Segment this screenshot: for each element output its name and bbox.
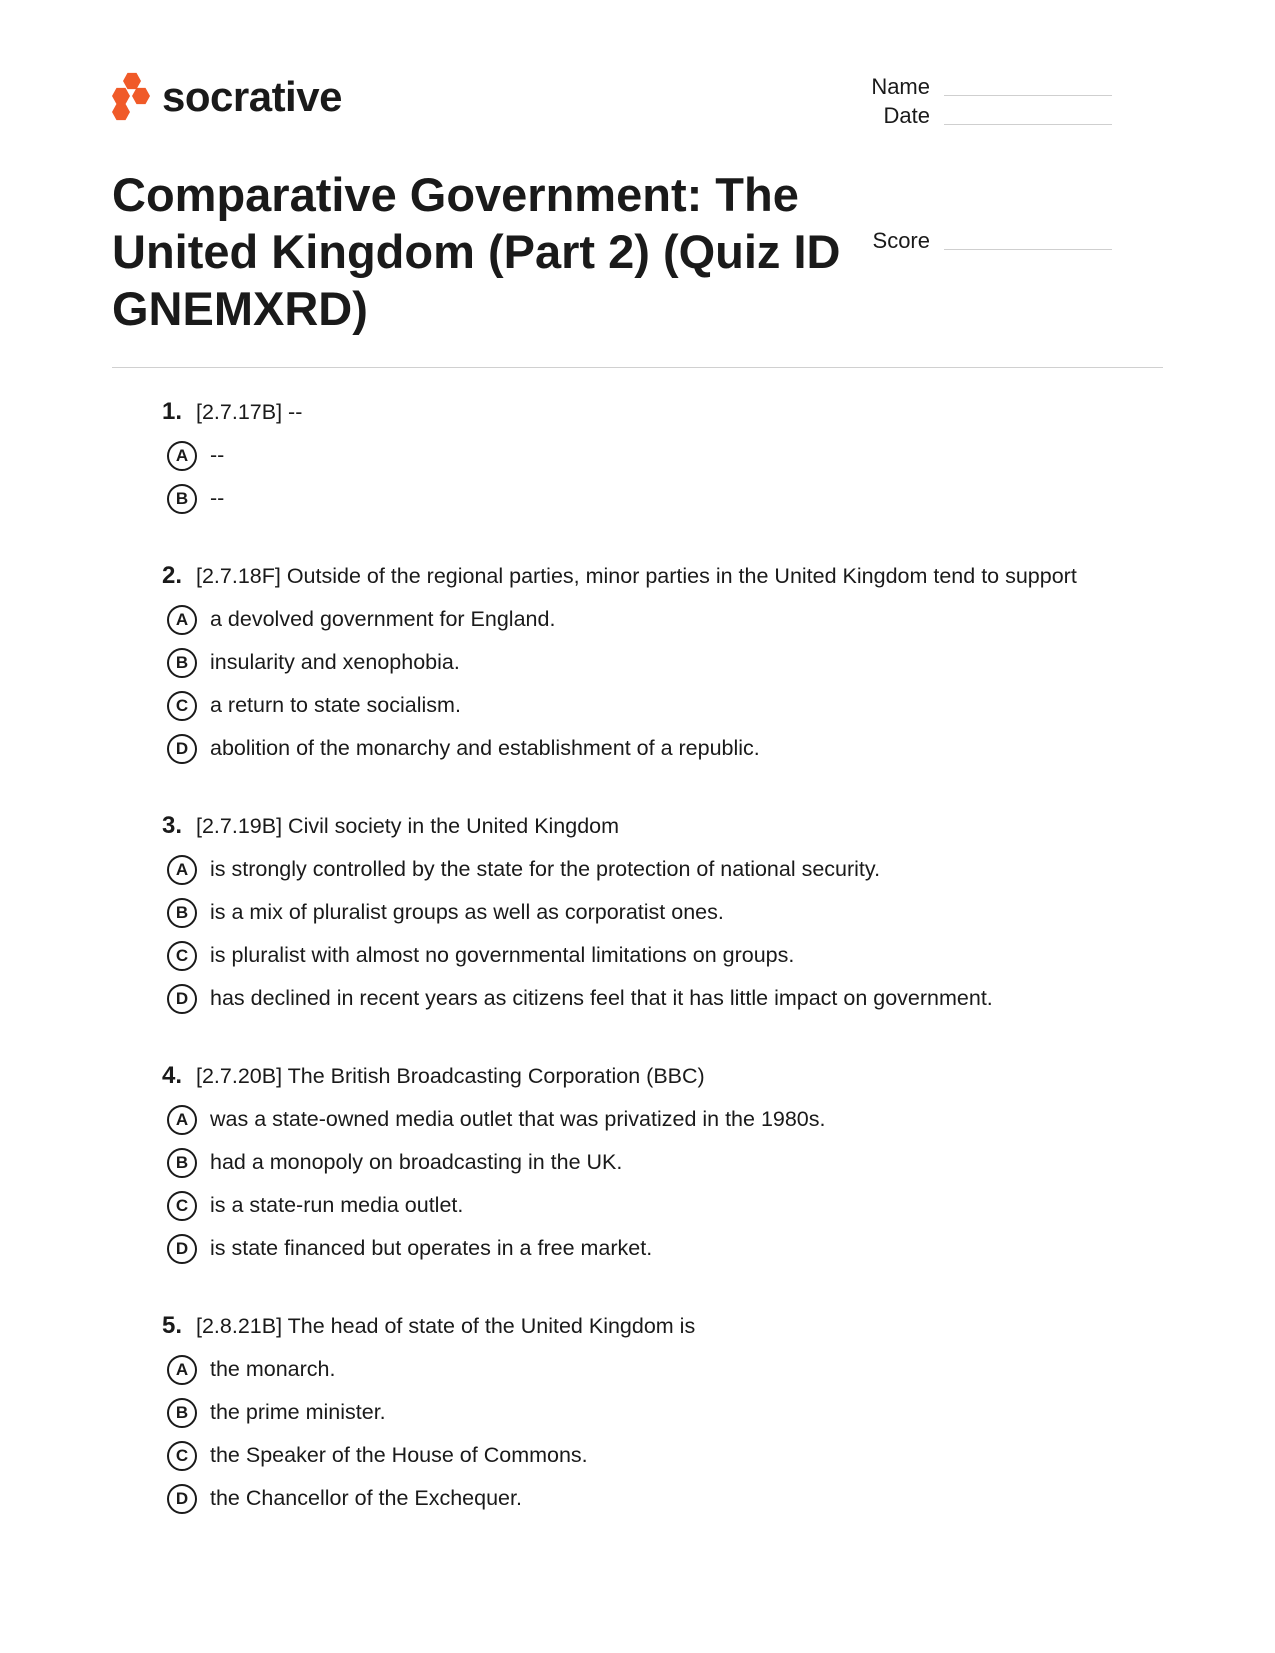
answer-choice[interactable] [167,1227,1163,1270]
answer-choice[interactable] [167,1477,1163,1520]
date-label: Date [883,103,930,128]
choice-letter-circle[interactable]: D [167,734,197,764]
question-text: [2.8.21B] The head of state of the United Kingdom is [196,1314,696,1338]
question-header [112,812,1163,848]
answer-choice[interactable] [167,598,1163,641]
question-text: [2.7.18F] Outside of the regional parties, minor parties in the United Kingdom tend to support [196,564,1077,588]
question-number: 1. [161,398,182,425]
choice-letter-circle[interactable]: C [167,1191,197,1221]
choice-text: is state financed but operates in a free market. [210,1236,653,1260]
choice-letter-circle[interactable]: A [167,855,197,885]
question-header [112,1062,1163,1098]
question-number: 4. [161,1062,182,1089]
choice-text: the prime minister. [210,1400,386,1424]
date-field [830,103,1112,129]
choice-letter-circle[interactable]: B [167,898,197,928]
choice-text: is a state-run media outlet. [210,1193,464,1217]
score-label: Score [872,228,930,253]
choice-letter-circle[interactable]: D [167,1234,197,1264]
choice-text: is pluralist with almost no governmental limitations on groups. [210,943,795,967]
answer-choice[interactable] [167,848,1163,891]
answer-choice[interactable] [167,434,1163,477]
choice-letter-circle[interactable]: B [167,648,197,678]
name-label: Name [871,74,930,99]
choice-text: is a mix of pluralist groups as well as corporatist ones. [210,900,724,924]
question-number: 2. [161,562,182,589]
choice-text: is strongly controlled by the state for the protection of national security. [210,857,881,881]
choice-letter-circle[interactable]: B [167,1148,197,1178]
name-field [830,74,1112,100]
answer-choice[interactable] [167,1098,1163,1141]
choice-text: the Chancellor of the Exchequer. [210,1486,522,1510]
choice-text: had a monopoly on broadcasting in the UK. [210,1150,623,1174]
choice-letter-circle[interactable]: B [167,484,197,514]
answer-choice[interactable] [167,934,1163,977]
question-text: [2.7.19B] Civil society in the United Kingdom [196,814,620,838]
choice-text: -- [210,443,225,467]
choice-letter-circle[interactable]: C [167,941,197,971]
answer-choice[interactable] [167,1434,1163,1477]
socrative-logo [112,72,342,122]
question-header [112,562,1163,598]
answer-choice[interactable] [167,1348,1163,1391]
answer-choice[interactable] [167,641,1163,684]
question-text: [2.7.20B] The British Broadcasting Corporation (BBC) [196,1064,705,1088]
choice-letter-circle[interactable]: D [167,984,197,1014]
choice-text: insularity and xenophobia. [210,650,460,674]
choice-text: -- [210,486,225,510]
choice-letter-circle[interactable]: A [167,441,197,471]
question-number: 3. [161,812,182,839]
hexagon-logo-icon [112,72,152,122]
choice-text: the Speaker of the House of Commons. [210,1443,588,1467]
question-text: [2.7.17B] -- [196,400,303,424]
choice-text: has declined in recent years as citizens feel that it has little impact on government. [210,986,993,1010]
question-list [112,398,1163,1562]
question-2 [112,562,1163,770]
score-line [944,248,1112,250]
choice-letter-circle[interactable]: A [167,1355,197,1385]
answer-choice[interactable] [167,477,1163,520]
answer-choice[interactable] [167,977,1163,1020]
choice-text: a devolved government for England. [210,607,556,631]
header-divider [112,367,1163,368]
choice-letter-circle[interactable]: A [167,605,197,635]
answer-choice[interactable] [167,684,1163,727]
page-title: Comparative Government: The United Kingdom (Part 2) (Quiz ID GNEMXRD) [112,168,841,335]
question-4 [112,1062,1163,1270]
choice-letter-circle[interactable]: C [167,1441,197,1471]
answer-choice[interactable] [167,727,1163,770]
choice-text: a return to state socialism. [210,693,461,717]
answer-choice[interactable] [167,1141,1163,1184]
choice-letter-circle[interactable]: D [167,1484,197,1514]
question-3 [112,812,1163,1020]
question-header [112,398,1163,434]
choice-text: was a state-owned media outlet that was privatized in the 1980s. [210,1107,826,1131]
answer-choice[interactable] [167,1184,1163,1227]
choice-letter-circle[interactable]: A [167,1105,197,1135]
choice-letter-circle[interactable]: B [167,1398,197,1428]
choice-text: abolition of the monarchy and establishment of a republic. [210,736,760,760]
question-number: 5. [161,1312,182,1339]
question-5 [112,1312,1163,1520]
choice-text: the monarch. [210,1357,336,1381]
logo-text: socrative [162,73,342,120]
date-line [944,123,1112,125]
question-1 [112,398,1163,520]
question-header [112,1312,1163,1348]
name-line [944,94,1112,96]
answer-choice[interactable] [167,1391,1163,1434]
answer-choice[interactable] [167,891,1163,934]
choice-letter-circle[interactable]: C [167,691,197,721]
